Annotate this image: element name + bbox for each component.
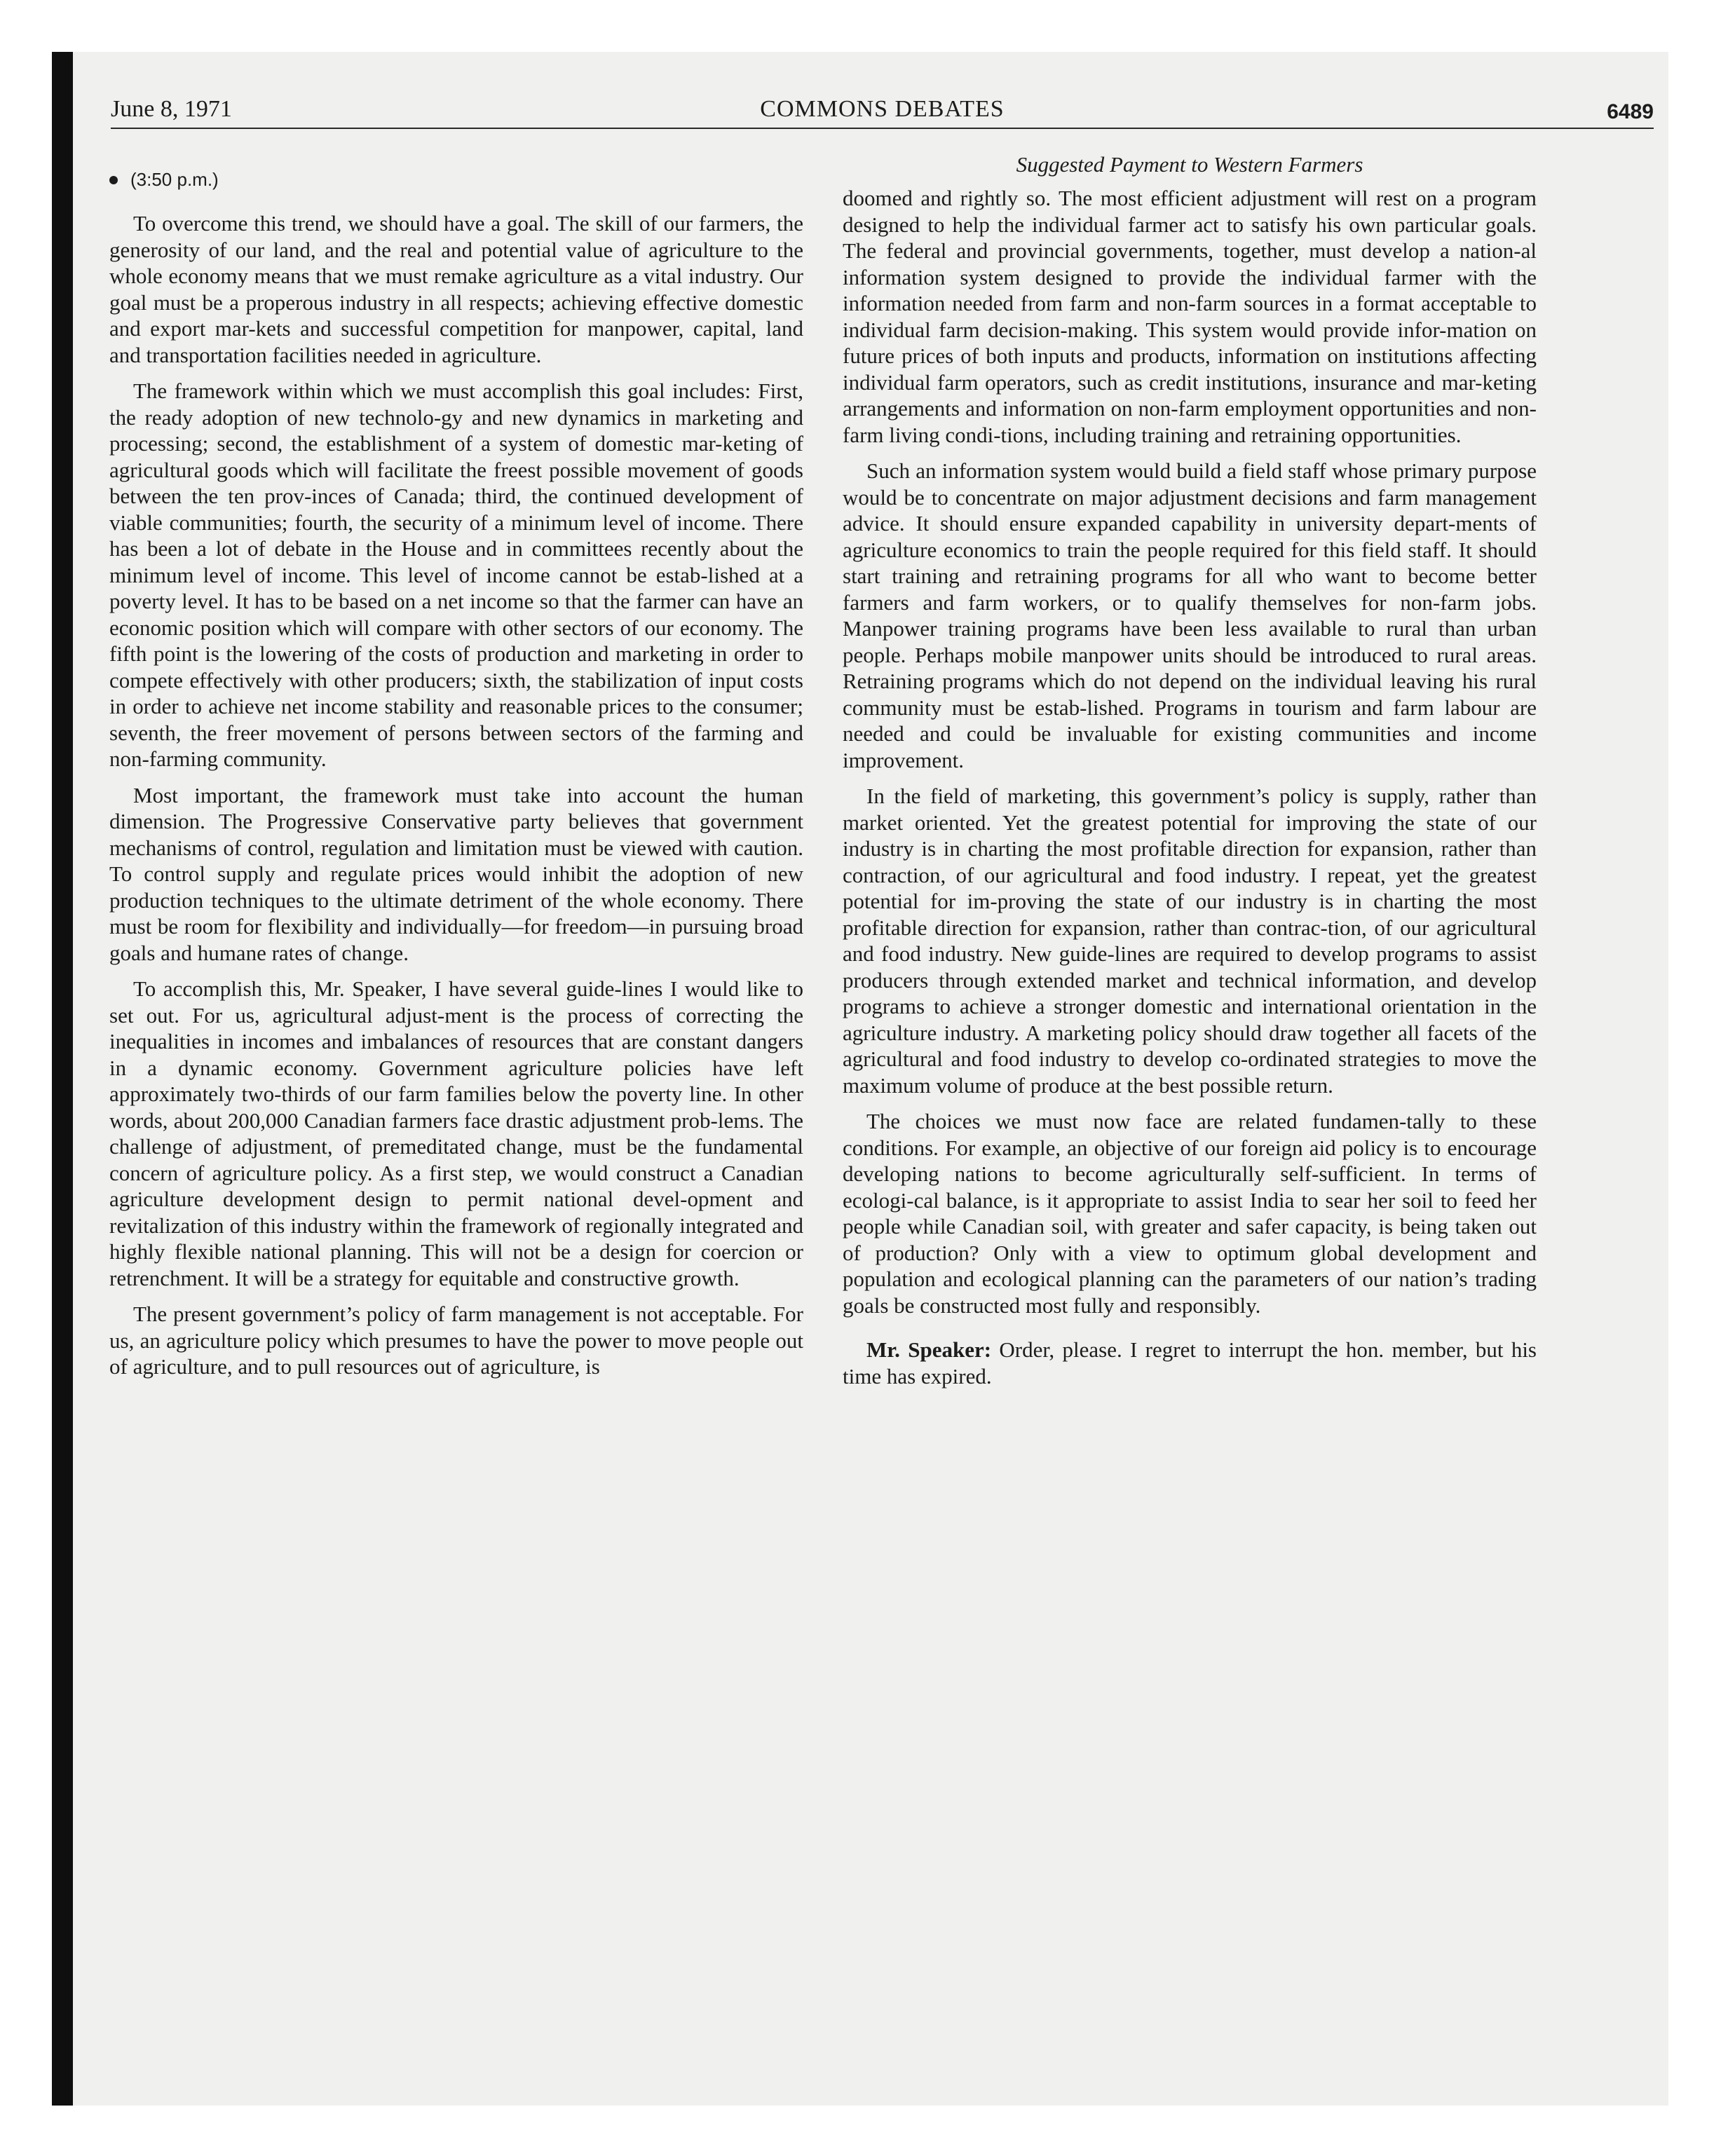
header-title: COMMONS DEBATES [760, 96, 1005, 122]
bullet-icon [109, 176, 118, 184]
paragraph: The present government’s policy of farm management is not acceptable. For us, an agriculture policy which presumes to have the power to move people out of agriculture, and to pull resources out of agriculture, is [109, 1302, 803, 1379]
scan-edge-shadow [52, 52, 73, 2106]
paragraph: The choices we must now face are related fundamen-tally to these conditions. For example, an objective of our foreign aid policy is to encourage developing nations to become agriculturally self-sufficient. In terms of ecologi-cal balance, is it appropriate to assist India to sear her soil to feed her people while Canadian soil, with greater and safer capacity, is being taken out of production? Only with a view to optimum global development and population and ecological planning can the parameters of our nation’s trading goals be constructed most fully and responsibly. [843, 1109, 1537, 1318]
paragraph: To overcome this trend, we should have a goal. The skill of our farmers, the generosity of our land, and the real and potential value of agriculture to the whole economy means that we must remake agriculture as a vital industry. Our goal must be a properous industry in all respects; achieving effective domestic and export mar-kets and successful competition for manpower, capital, land and transportation facilities needed in agriculture. [109, 211, 803, 367]
page-header [111, 91, 1654, 129]
header-page-number: 6489 [1607, 100, 1654, 123]
paragraph: In the field of marketing, this government’s policy is supply, rather than market oriented. Yet the greatest potential for improving the state of our industry is in charting the most profitable direction for expansion, rather than contraction, of our agricultural and food industry. I repeat, yet the greatest potential for im-proving the state of our industry is in charting the most profitable direction for expansion, rather than contrac-tion, of our agricultural and food industry. New guide-lines are required to develop programs to assist producers through extended market and technical information, and develop programs to achieve a stronger domestic and international orientation in the agriculture industry. A marketing policy should draw together all facets of the agricultural and food industry to develop co-ordinated strategies to move the maximum volume of produce at the best possible return. [843, 784, 1537, 1098]
paragraph: Such an information system would build a field staff whose primary purpose would be to concentrate on major adjustment decisions and farm management advice. It should ensure expanded capability in university depart-ments of agriculture economics to train the people required for this field staff. It should start training and retraining programs for all who want to become better farmers and farm workers, or to qualify themselves for non-farm jobs. Manpower training programs have been less available to rural than urban people. Perhaps mobile manpower units should be introduced to rural areas. Retraining programs which do not depend on the individual leaving his rural community must be estab-lished. Programs in tourism and farm labour are needed and could be invaluable for existing communities and income improvement. [843, 458, 1537, 772]
header-date: June 8, 1971 [111, 96, 232, 122]
left-column [109, 168, 803, 1390]
timestamp-text: (3:50 p.m.) [130, 169, 219, 190]
timestamp [109, 168, 803, 191]
paragraph-continued: doomed and rightly so. The most efficient adjustment will rest on a program designed to help the individual farmer act to satisfy his own particular goals. The federal and provincial governments, together, must develop a nation-al information system designed to provide the individual farmer with the information needed from farm and non-farm sources in a format acceptable to individual farm decision-making. This system would provide infor-mation on future prices of both inputs and products, information on institutions affecting individual farm operators, such as credit institutions, insurance and mar-keting arrangements and information on non-farm employment opportunities and non-farm living condi-tions, including training and retraining opportunities. [843, 186, 1537, 447]
paragraph: Most important, the framework must take into account the human dimension. The Progressive Conservative party believes that government mechanisms of control, regulation and limitation must be viewed with caution. To control supply and regulate prices would inhibit the adoption of new production techniques to the ultimate detriment of the whole economy. There must be room for flexibility and individually—for freedom—in pursuing broad goals and humane rates of change. [109, 782, 803, 965]
section-heading: Suggested Payment to Western Farmers [1016, 152, 1363, 177]
paragraph: The framework within which we must accomplish this goal includes: First, the ready adoption of new technolo-gy and new dynamics in marketing and processing; second, the establishment of a system of domestic mar-keting of agricultural goods which will facilitate the freest possible movement of goods between the ten prov-inces of Canada; third, the continued development of viable communities; fourth, the security of a minimum level of income. There has been a lot of debate in the House and in committees recently about the minimum level of income. This level of income cannot be estab-lished at a poverty level. It has to be based on a net income so that the farmer can have an economic position which will compare with other sectors of our economy. The fifth point is the lowering of the costs of production and marketing in order to compete effectively with other producers; sixth, the stabilization of input costs in order to achieve net income stability and reasonable prices to the consumer; seventh, the freer movement of persons between sectors of the farming and non-farming community. [109, 378, 803, 771]
paragraph: To accomplish this, Mr. Speaker, I have several guide-lines I would like to set out. For us, agricultural adjust-ment is the process of correcting the inequalities in incomes and imbalances of resources that are constant dangers in a dynamic economy. Government agriculture policies have left approximately two-thirds of our farm families below the poverty line. In other words, about 200,000 Canadian farmers face drastic adjustment prob-lems. The challenge of adjustment, of premeditated change, must be the fundamental concern of agriculture policy. As a first step, we would construct a Canadian agriculture development design to permit national devel-opment and revitalization of this industry within the framework of regionally integrated and highly flexible national planning. This will not be a design for coercion or retrenchment. It will be a strategy for equitable and constructive growth. [109, 976, 803, 1290]
speaker-paragraph [843, 1337, 1537, 1389]
speaker-text: Order, please. I regret to interrupt the hon. member, but his time has expired. [843, 1337, 1537, 1389]
speaker-name: Mr. Speaker: [866, 1337, 992, 1362]
right-column [843, 151, 1537, 1399]
